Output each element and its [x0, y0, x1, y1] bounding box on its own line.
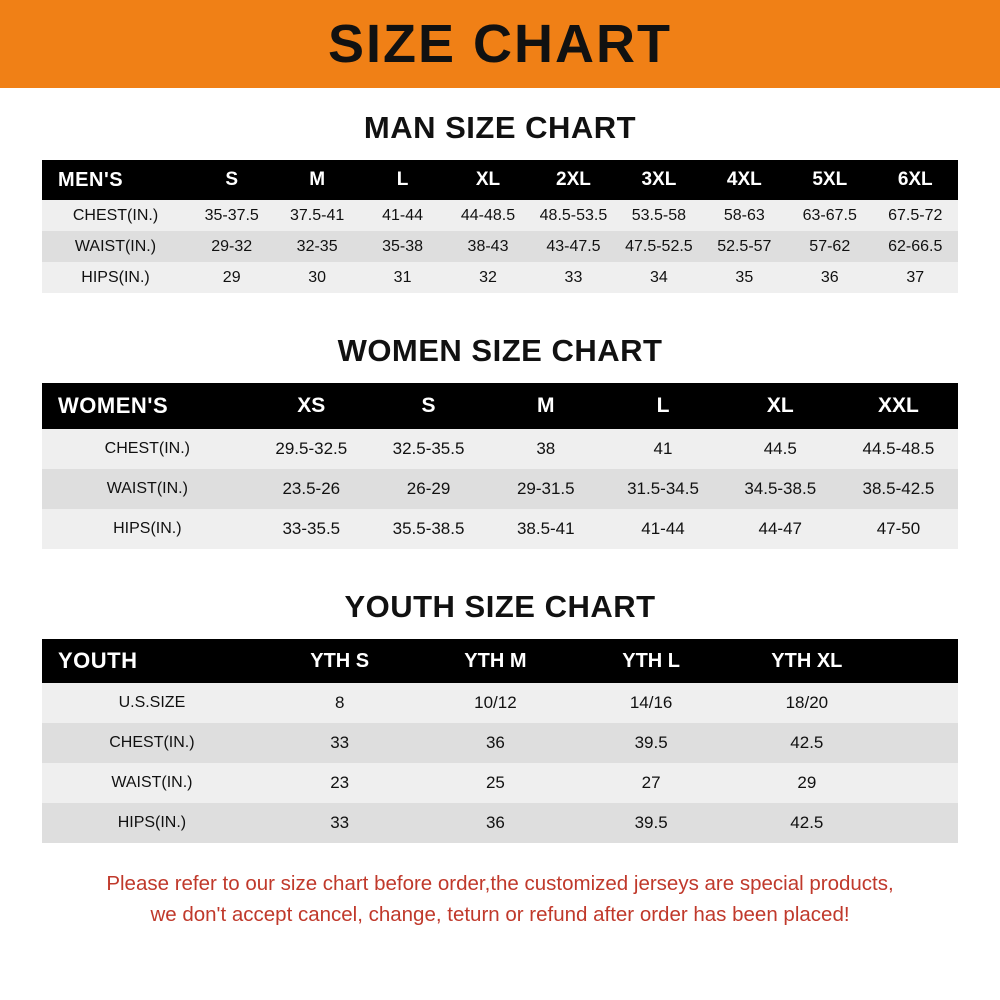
women-header-rowlabel: WOMEN'S	[58, 393, 169, 418]
man-hips-3xl: 34	[649, 268, 668, 286]
youth-chest-m: 36	[485, 733, 505, 752]
women-chest-xxl: 44.5-48.5	[862, 439, 935, 458]
table-row	[42, 723, 958, 763]
man-hips-xl: 32	[479, 268, 497, 286]
table-row	[42, 231, 958, 262]
table-row	[42, 683, 958, 723]
youth-waist-xl: 29	[797, 773, 817, 792]
footer-note-line1: Please refer to our size chart before order,the customized jerseys are special products,	[106, 872, 894, 895]
man-header-m: M	[309, 169, 326, 190]
youth-waist-s: 23	[330, 773, 350, 792]
youth-header-l: YTH L	[622, 649, 681, 672]
women-waist-xs: 23.5-26	[282, 479, 341, 498]
youth-chest-xl: 42.5	[790, 733, 824, 752]
man-chest-s: 35-37.5	[204, 206, 259, 224]
man-hips-2xl: 33	[564, 268, 583, 286]
man-header-l: L	[396, 169, 409, 190]
man-header-xl: XL	[475, 169, 501, 190]
women-row-waist-label: WAIST(IN.)	[106, 480, 188, 497]
man-waist-6xl: 62-66.5	[888, 237, 943, 255]
table-row	[42, 803, 958, 843]
women-hips-xs: 33-35.5	[282, 519, 341, 538]
man-chest-2xl: 48.5-53.5	[539, 206, 608, 224]
women-row-hips-label: HIPS(IN.)	[113, 520, 182, 537]
women-table-header-row	[42, 383, 958, 429]
youth-waist-l: 27	[641, 773, 661, 792]
women-header-xs: XS	[297, 394, 326, 417]
women-hips-m: 38.5-41	[516, 519, 575, 538]
youth-header-m: YTH M	[464, 649, 527, 672]
women-waist-xl: 34.5-38.5	[744, 479, 817, 498]
man-waist-l: 35-38	[382, 237, 424, 255]
women-chest-xl: 44.5	[763, 439, 797, 458]
table-row	[42, 469, 958, 509]
women-header-m: M	[537, 394, 555, 417]
page-title: SIZE CHART	[328, 14, 672, 74]
youth-chest-s: 33	[330, 733, 350, 752]
man-header-2xl: 2XL	[556, 169, 591, 190]
women-hips-l: 41-44	[641, 519, 685, 538]
man-chest-5xl: 63-67.5	[802, 206, 857, 224]
women-waist-xxl: 38.5-42.5	[862, 479, 935, 498]
man-chest-6xl: 67.5-72	[888, 206, 943, 224]
women-header-xl: XL	[766, 394, 794, 417]
man-hips-s: 29	[222, 268, 241, 286]
women-chest-m: 38	[536, 439, 556, 458]
table-row	[42, 509, 958, 549]
table-row	[42, 200, 958, 231]
women-waist-m: 29-31.5	[516, 479, 575, 498]
man-waist-2xl: 43-47.5	[546, 237, 601, 255]
youth-ussize-l: 14/16	[629, 693, 673, 712]
youth-hips-l: 39.5	[634, 813, 668, 832]
youth-hips-spacer	[885, 803, 958, 843]
women-header-xxl: XXL	[878, 394, 919, 417]
youth-hips-m: 36	[485, 813, 505, 832]
table-row	[42, 262, 958, 293]
man-hips-l: 31	[393, 268, 412, 286]
man-waist-xl: 38-43	[467, 237, 509, 255]
man-row-chest-label: CHEST(IN.)	[72, 206, 159, 224]
man-waist-s: 29-32	[211, 237, 253, 255]
youth-section-title: YOUTH SIZE CHART	[344, 589, 656, 624]
table-row	[42, 763, 958, 803]
man-chest-3xl: 53.5-58	[631, 206, 687, 224]
youth-table-wrap	[42, 639, 958, 843]
man-waist-5xl: 57-62	[809, 237, 851, 255]
women-chest-l: 41	[653, 439, 673, 458]
women-chest-xs: 29.5-32.5	[275, 439, 348, 458]
women-hips-xxl: 47-50	[876, 519, 921, 538]
youth-chest-l: 39.5	[634, 733, 668, 752]
youth-waist-m: 25	[485, 773, 505, 792]
youth-size-table	[42, 639, 958, 843]
youth-ussize-m: 10/12	[474, 693, 517, 712]
man-hips-6xl: 37	[906, 268, 925, 286]
man-header-3xl: 3XL	[641, 169, 677, 190]
man-chest-m: 37.5-41	[290, 206, 345, 224]
youth-header-spacer	[885, 639, 958, 683]
youth-chest-spacer	[885, 723, 958, 763]
youth-waist-spacer	[885, 763, 958, 803]
man-header-s: S	[225, 169, 239, 190]
man-row-waist-label: WAIST(IN.)	[74, 237, 157, 255]
man-waist-3xl: 47.5-52.5	[625, 237, 693, 255]
women-header-l: L	[656, 394, 670, 417]
table-row	[42, 429, 958, 469]
man-waist-4xl: 52.5-57	[717, 237, 772, 255]
man-section-title: MAN SIZE CHART	[363, 110, 637, 145]
man-size-table	[42, 160, 958, 293]
man-hips-5xl: 36	[820, 268, 839, 286]
man-chest-xl: 44-48.5	[460, 206, 516, 224]
man-header-rowlabel: MEN'S	[58, 168, 124, 191]
header-banner	[0, 0, 1000, 88]
women-waist-l: 31.5-34.5	[627, 479, 699, 498]
youth-row-hips-label: HIPS(IN.)	[117, 814, 187, 831]
man-chest-l: 41-44	[382, 206, 424, 224]
youth-ussize-s: 8	[334, 693, 345, 712]
women-chest-s: 32.5-35.5	[392, 439, 465, 458]
man-header-4xl: 4XL	[726, 169, 762, 190]
footer-note	[20, 869, 980, 931]
women-section-title: WOMEN SIZE CHART	[337, 333, 663, 368]
man-waist-m: 32-35	[296, 237, 338, 255]
man-table-header-row	[42, 160, 958, 200]
man-chest-4xl: 58-63	[723, 206, 765, 224]
man-row-hips-label: HIPS(IN.)	[81, 268, 150, 286]
youth-row-chest-label: CHEST(IN.)	[109, 734, 195, 751]
man-table-wrap	[42, 160, 958, 293]
women-hips-s: 35.5-38.5	[392, 519, 465, 538]
youth-header-s: YTH S	[310, 649, 370, 672]
women-hips-xl: 44-47	[758, 519, 802, 538]
youth-header-rowlabel: YOUTH	[58, 648, 138, 673]
youth-row-ussize-label: U.S.SIZE	[118, 694, 186, 711]
man-header-5xl: 5XL	[812, 169, 848, 190]
youth-row-waist-label: WAIST(IN.)	[111, 774, 193, 791]
footer-note-line2: we don't accept cancel, change, teturn or refund after order has been placed!	[150, 902, 850, 926]
man-header-6xl: 6XL	[897, 169, 933, 190]
man-hips-m: 30	[308, 268, 327, 286]
women-waist-s: 26-29	[406, 479, 451, 498]
women-header-s: S	[421, 394, 436, 417]
youth-hips-s: 33	[330, 813, 350, 832]
youth-hips-xl: 42.5	[790, 813, 824, 832]
women-size-table	[42, 383, 958, 549]
youth-table-header-row	[42, 639, 958, 683]
women-table-wrap	[42, 383, 958, 549]
youth-header-xl: YTH XL	[771, 649, 843, 672]
youth-ussize-xl: 18/20	[785, 693, 829, 712]
women-row-chest-label: CHEST(IN.)	[104, 440, 190, 457]
youth-ussize-spacer	[885, 683, 958, 723]
man-hips-4xl: 35	[735, 268, 754, 286]
